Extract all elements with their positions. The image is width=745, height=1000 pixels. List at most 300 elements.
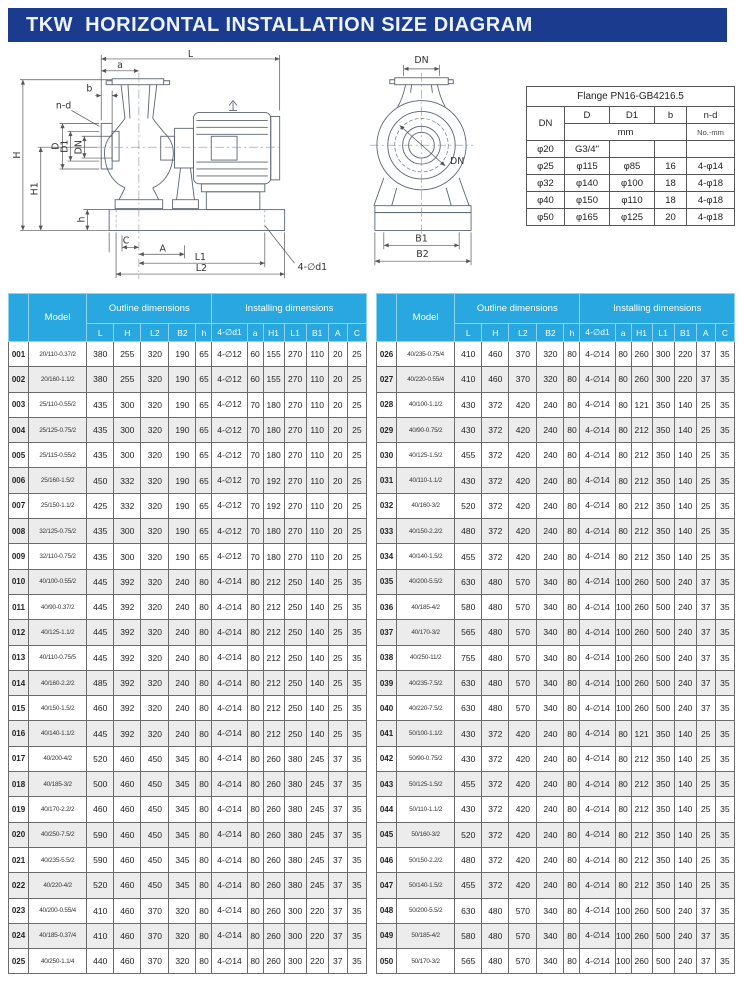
col-header-L1: L1 [284, 324, 306, 342]
value-cell: 590 [87, 847, 114, 872]
value-cell: 350 [652, 772, 674, 797]
pump-side-outline [101, 79, 284, 231]
value-cell: 18 [654, 175, 686, 192]
value-cell: 4-∅14 [580, 696, 615, 721]
value-cell: 25 [328, 696, 347, 721]
spec-tables-section [8, 293, 735, 974]
value-cell: 240 [537, 468, 564, 493]
value-cell: 212 [263, 569, 284, 594]
value-cell: 260 [631, 367, 652, 392]
col-header-L1: L1 [652, 324, 674, 342]
value-cell: 320 [537, 342, 564, 367]
value-cell: 80 [564, 696, 580, 721]
value-cell: 460 [114, 847, 141, 872]
value-cell: 270 [284, 417, 306, 442]
value-cell: 420 [509, 519, 537, 544]
value-cell: 260 [631, 569, 652, 594]
value-cell: 4-∅14 [580, 670, 615, 695]
value-cell: 80 [615, 519, 631, 544]
value-cell: 180 [263, 544, 284, 569]
row-number: 034 [377, 544, 397, 569]
value-cell: 435 [87, 417, 114, 442]
value-cell: 240 [674, 696, 696, 721]
value-cell: 70 [247, 519, 263, 544]
value-cell: 430 [455, 392, 482, 417]
value-cell: 570 [509, 645, 537, 670]
value-cell: 340 [537, 923, 564, 948]
model-cell: 40/200-5.5/2 [397, 569, 455, 594]
model-cell: 40/100-0.55/2 [29, 569, 87, 594]
value-cell: 4-∅14 [212, 696, 247, 721]
value-cell: 240 [169, 696, 196, 721]
value-cell: 35 [347, 772, 366, 797]
value-cell: 630 [455, 898, 482, 923]
value-cell: 320 [141, 342, 169, 367]
value-cell: 500 [652, 898, 674, 923]
value-cell: 4-∅14 [580, 898, 615, 923]
value-cell: 80 [196, 898, 212, 923]
dim-label-dn: DN [73, 140, 85, 155]
table-row [9, 620, 367, 645]
col-header-4d1: 4-∅d1 [580, 324, 615, 342]
row-number: 010 [9, 569, 29, 594]
model-cell: 32/110-0.75/2 [29, 544, 87, 569]
value-cell: 4-∅14 [580, 847, 615, 872]
value-cell: 80 [564, 873, 580, 898]
value-cell: 80 [247, 772, 263, 797]
value-cell: 212 [631, 873, 652, 898]
model-cell: 40/170-3/2 [397, 620, 455, 645]
model-cell: 40/160-3/2 [397, 493, 455, 518]
value-cell: 380 [87, 367, 114, 392]
table-row [377, 367, 735, 392]
value-cell: 37 [328, 822, 347, 847]
value-cell: 220 [306, 898, 328, 923]
value-cell: 410 [87, 898, 114, 923]
value-cell: 80 [615, 468, 631, 493]
value-cell: 420 [509, 392, 537, 417]
row-number: 049 [377, 923, 397, 948]
value-cell: 520 [455, 822, 482, 847]
value-cell: 37 [696, 670, 715, 695]
row-number: 001 [9, 342, 29, 367]
value-cell: 430 [455, 721, 482, 746]
value-cell: 450 [141, 822, 169, 847]
value-cell: 380 [284, 746, 306, 771]
dim-label-c: C [122, 235, 130, 247]
flange-col-d: D [564, 107, 609, 124]
value-cell: 37 [696, 594, 715, 619]
value-cell: 220 [674, 367, 696, 392]
value-cell: 320 [141, 721, 169, 746]
flange-col-d1: D1 [609, 107, 654, 124]
value-cell: 500 [652, 696, 674, 721]
value-cell: 80 [196, 822, 212, 847]
value-cell: 110 [306, 519, 328, 544]
value-cell: 65 [196, 519, 212, 544]
table-row [9, 342, 367, 367]
value-cell: 25 [696, 468, 715, 493]
model-cell: 40/220-7.5/2 [397, 696, 455, 721]
value-cell: 340 [537, 594, 564, 619]
value-cell: 520 [87, 746, 114, 771]
value-cell: 320 [141, 645, 169, 670]
row-number: 013 [9, 645, 29, 670]
value-cell: 65 [196, 493, 212, 518]
row-number: 002 [9, 367, 29, 392]
value-cell: 372 [482, 746, 509, 771]
value-cell: 450 [141, 772, 169, 797]
value-cell: 25 [696, 772, 715, 797]
table-row [526, 175, 734, 192]
value-cell: 420 [509, 847, 537, 872]
value-cell: 80 [564, 645, 580, 670]
value-cell: 250 [284, 721, 306, 746]
value-cell: 212 [631, 847, 652, 872]
value-cell: 190 [169, 367, 196, 392]
model-cell: 25/110-0.55/2 [29, 392, 87, 417]
value-cell: 245 [306, 746, 328, 771]
dim-label-a-cap: A [159, 243, 166, 255]
model-cell: 50/125-1.5/2 [397, 772, 455, 797]
value-cell: 420 [509, 772, 537, 797]
value-cell: 240 [169, 645, 196, 670]
dim-label-d: D [50, 142, 62, 150]
table-row [9, 797, 367, 822]
row-number: φ20 [526, 141, 564, 158]
row-number: 022 [9, 873, 29, 898]
row-number: 008 [9, 519, 29, 544]
model-cell: 50/90-0.75/2 [397, 746, 455, 771]
value-cell [654, 141, 686, 158]
value-cell: 565 [455, 620, 482, 645]
value-cell: 18 [654, 192, 686, 209]
value-cell: 240 [537, 392, 564, 417]
value-cell: G3/4" [564, 141, 609, 158]
value-cell: 320 [141, 544, 169, 569]
value-cell: 25 [696, 519, 715, 544]
value-cell: 300 [114, 417, 141, 442]
value-cell: φ100 [609, 175, 654, 192]
value-cell: 212 [263, 670, 284, 695]
value-cell: 25 [696, 417, 715, 442]
value-cell: 35 [347, 822, 366, 847]
value-cell: 260 [631, 949, 652, 974]
value-cell: 80 [247, 923, 263, 948]
value-cell: 80 [564, 797, 580, 822]
value-cell [609, 141, 654, 158]
row-number: 003 [9, 392, 29, 417]
value-cell: 35 [715, 847, 734, 872]
row-number: 030 [377, 443, 397, 468]
value-cell: 35 [715, 696, 734, 721]
value-cell: 80 [196, 670, 212, 695]
col-group-installing: Installing dimensions [212, 294, 367, 324]
model-cell: 25/160-1.5/2 [29, 468, 87, 493]
value-cell: 37 [696, 569, 715, 594]
value-cell: 110 [306, 417, 328, 442]
value-cell: 260 [631, 645, 652, 670]
value-cell: 250 [284, 569, 306, 594]
value-cell: 300 [114, 519, 141, 544]
value-cell: 240 [537, 443, 564, 468]
front-view-drawing [362, 48, 496, 286]
value-cell: 37 [328, 746, 347, 771]
value-cell: 380 [284, 847, 306, 872]
value-cell: 25 [696, 822, 715, 847]
value-cell: 240 [674, 898, 696, 923]
table-row [377, 746, 735, 771]
table-row [377, 417, 735, 442]
value-cell: 110 [306, 493, 328, 518]
page-title: TKW HORIZONTAL INSTALLATION SIZE DIAGRAM [8, 8, 727, 42]
table-row [526, 141, 734, 158]
value-cell: 320 [141, 696, 169, 721]
model-cell: 40/235-5.5/2 [29, 847, 87, 872]
value-cell: 80 [615, 847, 631, 872]
value-cell: 250 [284, 696, 306, 721]
value-cell: 80 [564, 772, 580, 797]
value-cell: 80 [196, 847, 212, 872]
model-cell: 40/110-1.1/2 [397, 468, 455, 493]
value-cell: 80 [564, 544, 580, 569]
value-cell: 500 [87, 772, 114, 797]
value-cell: 37 [328, 873, 347, 898]
value-cell: 20 [328, 443, 347, 468]
value-cell: 212 [263, 620, 284, 645]
value-cell: 35 [347, 949, 366, 974]
value-cell: 372 [482, 417, 509, 442]
dim-label-l1: L1 [194, 252, 206, 264]
table-row [377, 544, 735, 569]
value-cell: 320 [141, 594, 169, 619]
value-cell: 190 [169, 493, 196, 518]
value-cell: 420 [509, 822, 537, 847]
value-cell: 260 [263, 746, 284, 771]
row-number: 050 [377, 949, 397, 974]
row-number: 021 [9, 847, 29, 872]
value-cell: 35 [715, 569, 734, 594]
value-cell: 435 [87, 392, 114, 417]
col-header-4d1: 4-∅d1 [212, 324, 247, 342]
value-cell: 155 [263, 342, 284, 367]
value-cell: 460 [87, 696, 114, 721]
value-cell: 80 [196, 923, 212, 948]
value-cell: 450 [141, 746, 169, 771]
value-cell: 80 [196, 873, 212, 898]
value-cell: 320 [537, 367, 564, 392]
row-number: φ40 [526, 192, 564, 209]
value-cell: 430 [455, 797, 482, 822]
value-cell: 450 [87, 468, 114, 493]
value-cell: 80 [247, 822, 263, 847]
value-cell: 20 [328, 544, 347, 569]
col-header-a: a [615, 324, 631, 342]
value-cell: 121 [631, 392, 652, 417]
value-cell: 110 [306, 392, 328, 417]
table-row [9, 696, 367, 721]
value-cell: φ125 [609, 209, 654, 226]
value-cell: 60 [247, 342, 263, 367]
value-cell: 570 [509, 949, 537, 974]
value-cell: 70 [247, 417, 263, 442]
value-cell: 65 [196, 544, 212, 569]
value-cell: 220 [674, 342, 696, 367]
value-cell: 520 [455, 493, 482, 518]
value-cell: 80 [615, 493, 631, 518]
value-cell: 4-∅14 [580, 873, 615, 898]
table-row [9, 949, 367, 974]
value-cell: 4-∅14 [580, 417, 615, 442]
table-row [9, 569, 367, 594]
value-cell: 35 [347, 923, 366, 948]
value-cell: 80 [615, 772, 631, 797]
value-cell: 240 [537, 847, 564, 872]
value-cell: 332 [114, 493, 141, 518]
table-row [377, 493, 735, 518]
value-cell: 420 [509, 721, 537, 746]
value-cell: 192 [263, 493, 284, 518]
value-cell: 35 [715, 923, 734, 948]
model-cell: 40/220-0.55/4 [397, 367, 455, 392]
value-cell: 80 [564, 569, 580, 594]
model-cell: 50/160-3/2 [397, 822, 455, 847]
value-cell: 100 [615, 645, 631, 670]
value-cell: 4-∅14 [580, 519, 615, 544]
value-cell: 240 [537, 721, 564, 746]
value-cell: 240 [537, 873, 564, 898]
value-cell: 320 [141, 670, 169, 695]
value-cell: 190 [169, 417, 196, 442]
value-cell: 65 [196, 417, 212, 442]
model-cell: 25/115-0.55/2 [29, 443, 87, 468]
table-row [9, 519, 367, 544]
col-header-model: Model [29, 294, 87, 342]
table-row [9, 594, 367, 619]
value-cell: 4-∅14 [212, 797, 247, 822]
value-cell: 37 [696, 696, 715, 721]
value-cell: 80 [564, 392, 580, 417]
value-cell: 190 [169, 342, 196, 367]
value-cell: 80 [615, 443, 631, 468]
value-cell: 250 [284, 594, 306, 619]
value-cell: 240 [537, 493, 564, 518]
value-cell: 260 [631, 594, 652, 619]
value-cell: 255 [114, 367, 141, 392]
row-number: 007 [9, 493, 29, 518]
value-cell: 4-∅12 [212, 417, 247, 442]
col-header-B1: B1 [674, 324, 696, 342]
value-cell: 25 [696, 873, 715, 898]
value-cell: 350 [652, 443, 674, 468]
dim-label-l2: L2 [195, 263, 207, 275]
table-row [9, 670, 367, 695]
value-cell: 300 [284, 923, 306, 948]
value-cell: 370 [141, 923, 169, 948]
value-cell: 110 [306, 342, 328, 367]
model-cell: 32/125-0.75/2 [29, 519, 87, 544]
value-cell: 212 [631, 772, 652, 797]
value-cell: 180 [263, 392, 284, 417]
value-cell: 80 [564, 493, 580, 518]
value-cell: 80 [615, 367, 631, 392]
value-cell: 37 [328, 797, 347, 822]
value-cell: 372 [482, 772, 509, 797]
value-cell: 250 [284, 620, 306, 645]
value-cell: 140 [674, 417, 696, 442]
value-cell: 260 [263, 847, 284, 872]
value-cell: 80 [615, 797, 631, 822]
table-row [377, 342, 735, 367]
value-cell: 25 [696, 721, 715, 746]
value-cell: 140 [306, 620, 328, 645]
value-cell: 80 [247, 949, 263, 974]
value-cell: 4-∅14 [580, 392, 615, 417]
value-cell: 35 [347, 721, 366, 746]
value-cell: 140 [674, 493, 696, 518]
value-cell: 500 [652, 594, 674, 619]
model-cell: 40/140-1.1/2 [29, 721, 87, 746]
row-number: 041 [377, 721, 397, 746]
value-cell: 35 [715, 949, 734, 974]
value-cell: 212 [631, 468, 652, 493]
value-cell: 320 [169, 923, 196, 948]
value-cell: 570 [509, 569, 537, 594]
value-cell: 350 [652, 392, 674, 417]
value-cell: 460 [482, 342, 509, 367]
value-cell: 35 [715, 873, 734, 898]
dim-label-dn-top: DN [414, 54, 429, 66]
value-cell: 4-φ18 [686, 175, 734, 192]
col-header-A: A [328, 324, 347, 342]
value-cell: 140 [674, 392, 696, 417]
value-cell: 100 [615, 594, 631, 619]
value-cell: 37 [696, 949, 715, 974]
value-cell: 80 [196, 949, 212, 974]
value-cell: 4-∅14 [212, 645, 247, 670]
model-cell: 40/200-0.55/4 [29, 898, 87, 923]
value-cell: 60 [247, 367, 263, 392]
value-cell: 320 [141, 620, 169, 645]
value-cell: 80 [564, 670, 580, 695]
value-cell: 240 [537, 544, 564, 569]
dim-label-b1: B1 [415, 233, 428, 245]
value-cell: 500 [652, 569, 674, 594]
value-cell: 212 [631, 443, 652, 468]
value-cell: 392 [114, 594, 141, 619]
value-cell: 212 [631, 493, 652, 518]
value-cell: 80 [564, 417, 580, 442]
value-cell: 35 [715, 417, 734, 442]
value-cell: 350 [652, 822, 674, 847]
table-row [377, 645, 735, 670]
col-header-H: H [114, 324, 141, 342]
value-cell: 80 [564, 949, 580, 974]
col-header-h: h [196, 324, 212, 342]
table-row [377, 443, 735, 468]
value-cell: 345 [169, 746, 196, 771]
row-number: 045 [377, 822, 397, 847]
value-cell: 70 [247, 544, 263, 569]
value-cell: 35 [715, 898, 734, 923]
col-header-H1: H1 [263, 324, 284, 342]
value-cell: 445 [87, 620, 114, 645]
value-cell: 240 [537, 772, 564, 797]
value-cell: 392 [114, 645, 141, 670]
model-cell: 40/150-1.5/2 [29, 696, 87, 721]
value-cell: 480 [482, 923, 509, 948]
col-header-B2: B2 [169, 324, 196, 342]
